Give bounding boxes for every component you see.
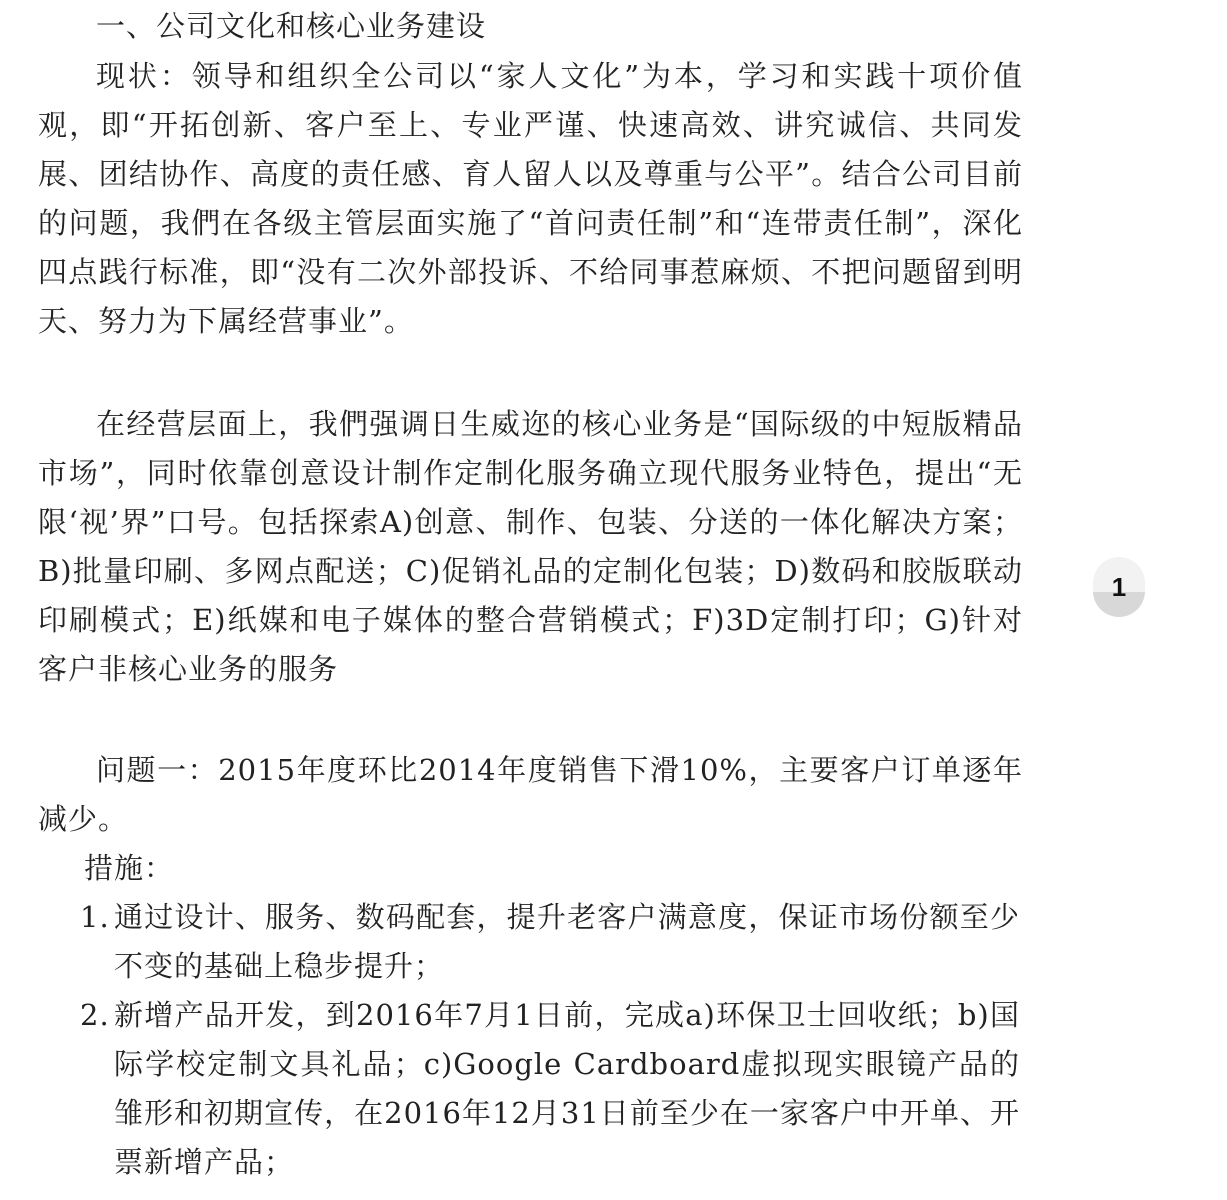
measure-item-1 bbox=[80, 893, 1020, 991]
section-heading bbox=[38, 2, 1023, 51]
business-paragraph-text: 在经营层面上，我們强调日生威迩的核心业务是“国际级的中短版精品市场”，同时依靠创意设计制作定制化服务确立现代服务业特色，提出“无限‘视’界”口号。包括探索A)创意、制作、包装、分送的一体化解决方案；B)批量印刷、多网点配送；C)促销礼品的定制化包装；D)数码和胶版联动印刷模式；E)纸媒和电子媒体的整合营销模式；F)3D定制打印；G)针对客户非核心业务的服务 bbox=[38, 407, 1023, 686]
business-paragraph bbox=[38, 400, 1023, 694]
measure-text: 新增产品开发，到2016年7月1日前，完成a)环保卫士回收纸；b)国际学校定制文具礼品；c)Google Cardboard虚拟现实眼镜产品的雏形和初期宣传，在2016年12月31日前至少在一家客户中开单、开票新增产品； bbox=[114, 998, 1020, 1179]
section-heading-text: 一、公司文化和核心业务建设 bbox=[96, 9, 487, 43]
measure-number: 1. bbox=[80, 900, 110, 934]
status-paragraph-text: 现状：领导和组织全公司以“家人文化”为本，学习和实践十项价值观，即“开拓创新、客户至上、专业严谨、快速高效、讲究诚信、共同发展、团结协作、高度的责任感、育人留人以及尊重与公平”。结合公司目前的问题，我們在各级主管层面实施了“首问责任制”和“连带责任制”，深化四点践行标准，即“没有二次外部投诉、不给同事惹麻烦、不把问题留到明天、努力为下属经营事业”。 bbox=[38, 59, 1023, 338]
measures-label: 措施： bbox=[84, 851, 175, 885]
measure-text: 通过设计、服务、数码配套，提升老客户满意度，保证市场份额至少不变的基础上稳步提升； bbox=[114, 900, 1020, 983]
page-number-badge bbox=[1093, 557, 1145, 617]
page-number: 1 bbox=[1111, 571, 1127, 602]
measure-item-2 bbox=[80, 991, 1020, 1187]
problem-paragraph-text: 问题一：2015年度环比2014年度销售下滑10%，主要客户订单逐年减少。 bbox=[38, 753, 1023, 836]
problem-paragraph bbox=[38, 746, 1023, 844]
measure-number: 2. bbox=[80, 998, 110, 1032]
status-paragraph bbox=[38, 52, 1023, 346]
measure-list bbox=[80, 893, 1020, 1187]
